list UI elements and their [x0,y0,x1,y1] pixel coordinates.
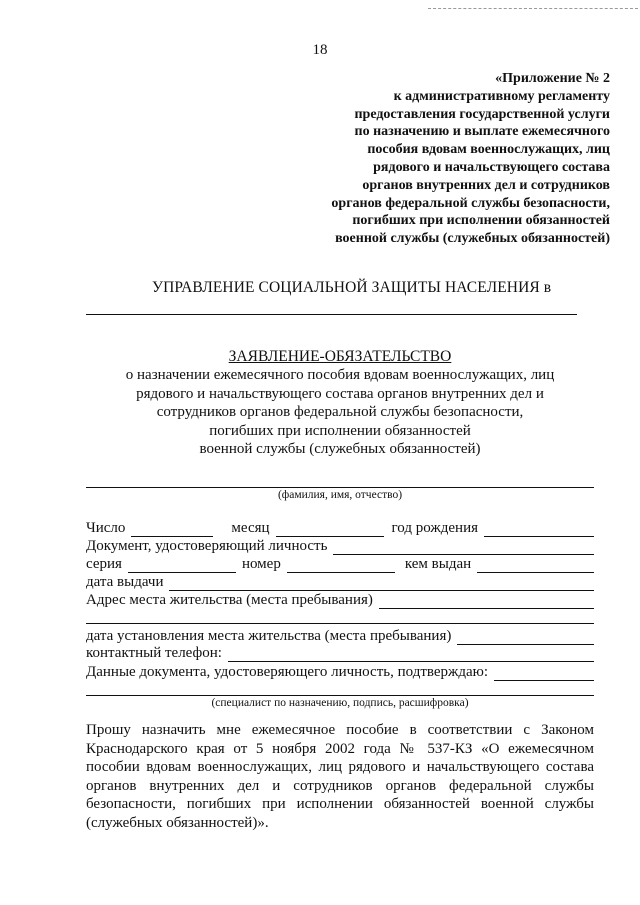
department-blank-line[interactable] [86,314,577,315]
title-line: военной службы (служебных обязанностей) [199,441,481,458]
appendix-line: органов внутренних дел и сотрудников [362,177,610,193]
appendix-line: предоставления государственной услуги [354,106,610,122]
document-title-block [60,348,620,458]
appendix-line: рядового и начальствующего состава [373,159,610,175]
fio-field[interactable] [86,487,594,488]
id-document-row [86,538,594,555]
confirm-row [86,664,594,681]
appendix-line: военной службы (служебных обязанностей) [335,231,610,247]
residence-date-field[interactable] [457,632,594,645]
day-label: Число [86,520,126,536]
id-document-label: Документ, удостоверяющий личность [86,538,328,554]
number-label: номер [241,556,281,572]
series-label: серия [86,556,122,572]
day-field[interactable] [131,524,213,537]
address-row [86,592,594,609]
birth-year-label: год рождения [391,520,478,536]
document-title: ЗАЯВЛЕНИЕ-ОБЯЗАТЕЛЬСТВО [228,348,452,365]
month-field[interactable] [276,524,384,537]
confirm-field[interactable] [494,668,594,681]
title-line: погибших при исполнении обязанностей [209,422,471,439]
birth-year-field[interactable] [484,524,594,537]
scan-edge-mark [428,8,638,10]
appendix-line: пособия вдовам военнослужащих, лиц [367,142,610,158]
id-document-field[interactable] [333,542,594,555]
month-label: месяц [231,520,270,536]
title-line: о назначении ежемесячного пособия вдовам военнослужащих, лиц [125,367,555,384]
address-field[interactable] [379,596,594,609]
residence-date-row [86,628,594,645]
residence-date-label: дата установления места жительства (места пребывания) [86,628,452,644]
appendix-line: «Приложение № 2 [495,71,610,86]
issued-by-label: кем выдан [404,556,472,572]
appendix-line: органов федеральной службы безопасности, [331,195,610,211]
issue-date-label: дата выдачи [86,574,164,590]
address-continuation-line[interactable] [86,623,594,624]
title-line: рядового и начальствующего состава органов внутренних дел и [136,385,544,402]
fio-caption: (фамилия, имя, отчество) [277,489,403,501]
specialist-caption: (специалист по назначению, подпись, расшифровка) [211,697,469,709]
confirm-label: Данные документа, удостоверяющего личность, подтверждаю: [86,664,489,680]
phone-label: контактный телефон: [86,645,222,661]
number-field[interactable] [287,560,395,573]
appendix-line: к административному регламенту [393,88,610,104]
issue-date-field[interactable] [169,578,594,591]
specialist-signature-line[interactable] [86,695,594,696]
phone-field[interactable] [228,649,594,662]
appendix-header [280,70,610,248]
birth-date-row [86,520,594,537]
appendix-line: по назначению и выплате ежемесячного [354,124,610,140]
issued-by-field[interactable] [477,560,594,573]
phone-row [86,645,594,662]
title-line: сотрудников органов федеральной службы безопасности, [156,404,524,421]
address-label: Адрес места жительства (места пребывания) [86,592,373,608]
page-number: 18 [312,42,328,58]
appendix-line: погибших при исполнении обязанностей [352,213,610,229]
request-paragraph: Прошу назначить мне ежемесячное пособие в соответствии с Законом Краснодарского края от 5 ноября 2002 года № 537-КЗ «О ежемесячном пособии вдовам военнослужащих, лиц рядового и начальствующего состава органов внутренних дел и сотрудников органов федеральной службы безопасности, погибших при исполнении обязанностей военной службы (служебных обязанностей)». [86,722,594,831]
issue-date-row [86,574,594,591]
department-heading: УПРАВЛЕНИЕ СОЦИАЛЬНОЙ ЗАЩИТЫ НАСЕЛЕНИЯ в [152,279,552,296]
series-field[interactable] [128,560,236,573]
document-details-row [86,556,594,573]
